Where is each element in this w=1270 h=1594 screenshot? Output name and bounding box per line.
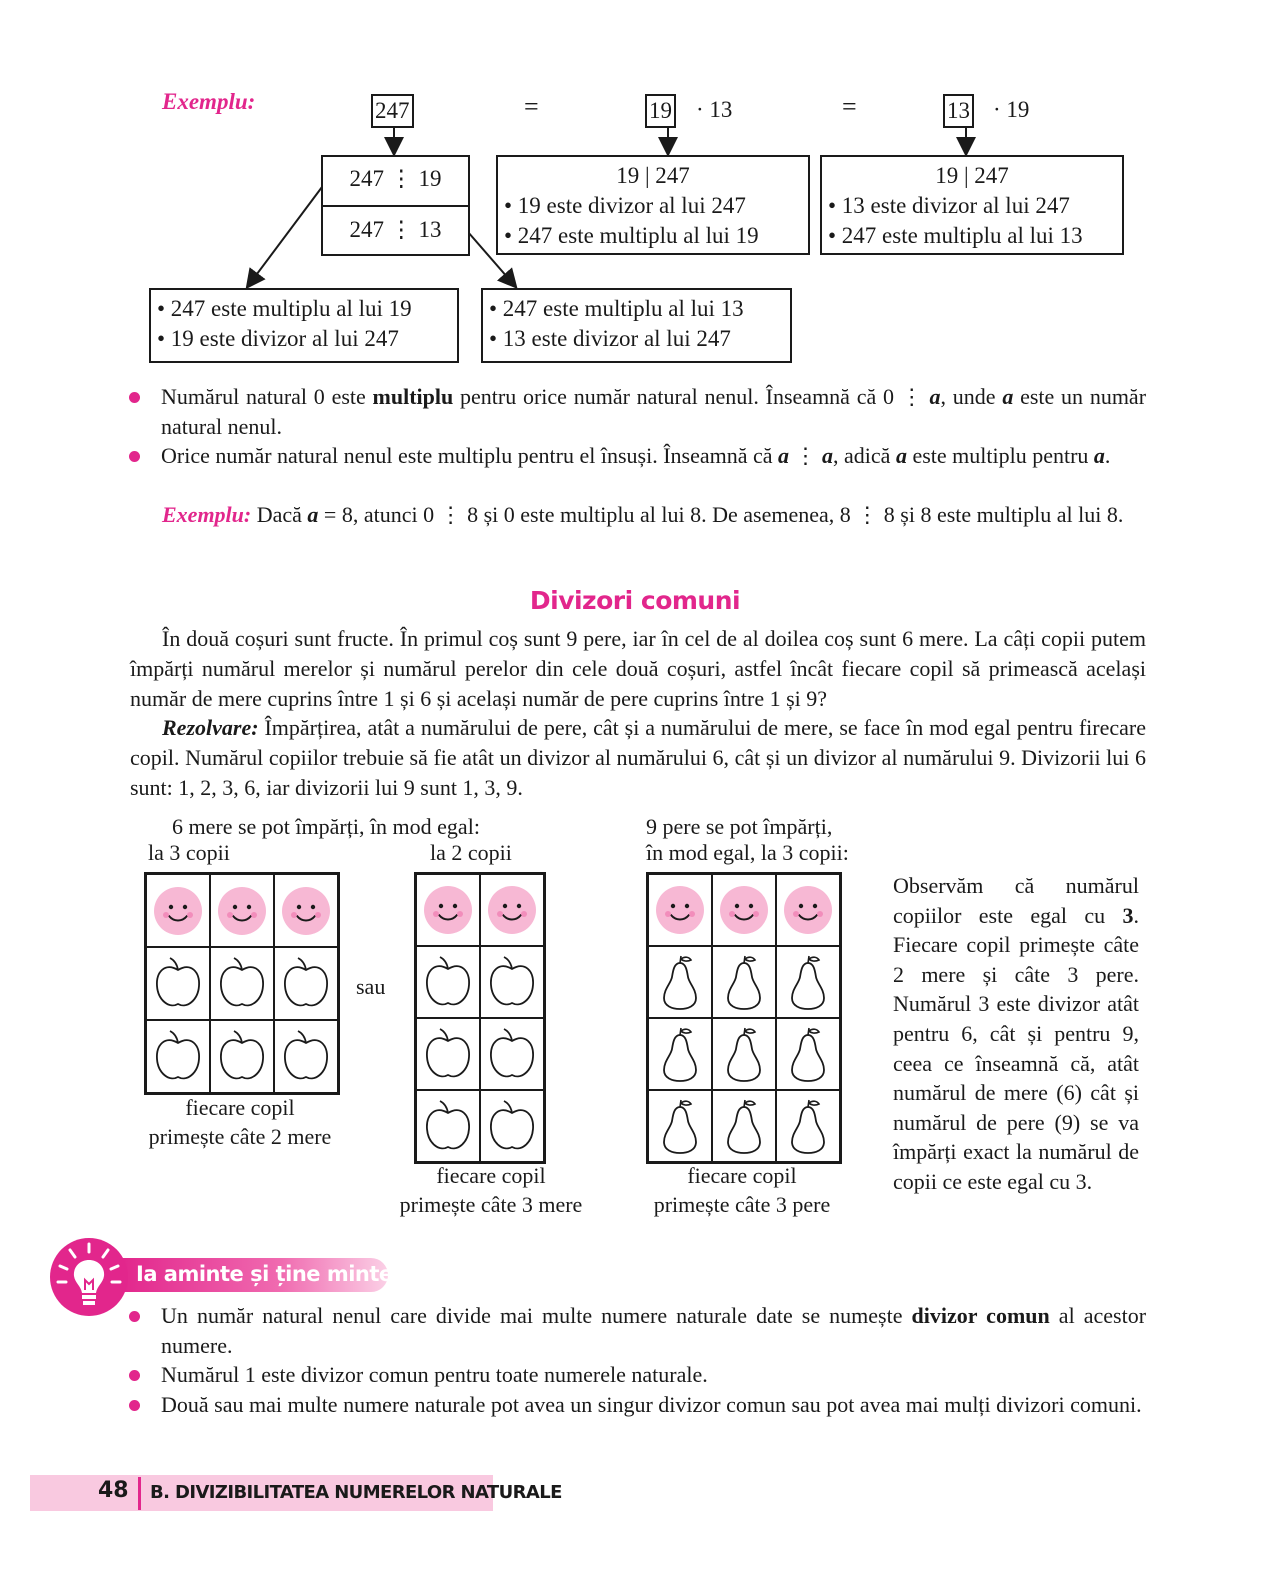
text: Împărțirea, atât a numărului de pere, cât și a numărului de mere, se face în mod egal pentru firecare copil. Numărul copiilor trebuie să fie atât un divizor al numărului 6, cât și un divizor al numărului 9. Divizorii lui 6 sunt: 1, 2, 3, 6, iar divizorii lui 9 sunt 1, 3, 9. [130, 715, 1146, 800]
box-mid-title: 19 | 247 [616, 163, 690, 188]
caption-3-pears-line1: fiecare copil [687, 1163, 797, 1188]
smiley-icon [656, 886, 704, 934]
apple-icon [423, 1027, 473, 1082]
var-a: a [822, 443, 834, 468]
box-bl-bullet-1: • 247 este multiplu al lui 19 [157, 296, 412, 321]
or-label: sau [356, 974, 386, 999]
text: , unde [940, 384, 1003, 409]
apples-grid-3-children [144, 872, 340, 1095]
text: Un număr natural nenul care divide mai multe numere naturale date se numește [161, 1303, 912, 1328]
apple-icon [153, 956, 203, 1011]
chapter-title: B. DIVIZIBILITATEA NUMERELOR NATURALE [150, 1482, 562, 1503]
pear-icon [724, 1025, 764, 1083]
apple-icon [153, 1029, 203, 1084]
section-title: Divizori comuni [529, 586, 741, 615]
var-a: a [929, 384, 941, 409]
box-mid-bullet-2: • 247 este multiplu al lui 19 [504, 223, 759, 248]
solution-paragraph [130, 713, 1146, 803]
apple-icon [487, 1099, 537, 1154]
apple-icon [217, 1029, 267, 1084]
result-box-bottom-middle [481, 288, 792, 363]
observation-text [893, 871, 1139, 1197]
apple-icon [423, 955, 473, 1010]
text: ⋮ [789, 443, 823, 468]
text: pentru orice număr natural nenul. Înseamnă că 0 ⋮ [453, 384, 930, 409]
smiley-icon [424, 886, 472, 934]
smiley-icon [154, 887, 202, 935]
caption-3-apples-line2: primește câte 3 mere [399, 1192, 583, 1217]
var-a: a [1002, 384, 1014, 409]
text: Orice număr natural nenul este multiplu pentru el însuși. Înseamnă că [161, 443, 779, 468]
division-247-19: 247 ⋮ 19 [323, 157, 468, 207]
pear-icon [788, 1097, 828, 1155]
problem-paragraph: În două coșuri sunt fructe. În primul coș sunt 9 pere, iar în cel de al doilea coș sunt 6 mere. La câți copii putem împărți numărul merelor și numărul perelor din cele două coșuri, astfel încât fiecare copil să primească același număr de mere cuprins între 1 și 6 și același număr de pere cuprins între 1 și 9? [130, 626, 1146, 711]
pear-icon [660, 953, 700, 1011]
text: . [1104, 443, 1111, 468]
pear-icon [788, 1025, 828, 1083]
var-a: a [1093, 443, 1105, 468]
pear-icon [724, 1097, 764, 1155]
example-label: Exemplu: [162, 502, 252, 527]
arrow-icon [248, 187, 322, 286]
text: al acestor numere. [161, 1303, 1147, 1358]
caption-3-pears-line2: primește câte 3 pere [653, 1192, 831, 1217]
text: este multiplu pentru [906, 443, 1094, 468]
text: Numărul natural 0 este [161, 384, 373, 409]
box-bm-bullet-2: • 13 este divizor al lui 247 [489, 326, 731, 351]
text: este un număr natural nenul. [161, 384, 1147, 439]
box-mid-bullet-1: • 19 este divizor al lui 247 [504, 193, 746, 218]
equals-sign-2: = [842, 92, 857, 121]
bold-term: multiplu [372, 384, 454, 409]
var-a: a [895, 443, 907, 468]
footer-separator [138, 1477, 141, 1510]
pears-heading-1: 9 pere se pot împărți, [646, 814, 833, 839]
bullet-dot [129, 392, 140, 403]
division-247-13: 247 ⋮ 13 [349, 217, 442, 242]
apple-icon [487, 1027, 537, 1082]
apples-heading: 6 mere se pot împărți, în mod egal: [172, 814, 480, 839]
box-bm-bullet-1: • 247 este multiplu al lui 13 [489, 296, 744, 321]
box-right-bullet-2: • 247 este multiplu al lui 13 [828, 223, 1083, 248]
lightbulb-badge [50, 1238, 128, 1316]
var-a: a [778, 443, 790, 468]
apple-icon [281, 1029, 331, 1084]
result-box-bottom-left [149, 288, 459, 363]
page-number: 48 [98, 1478, 129, 1503]
box-right-title: 19 | 247 [935, 163, 1009, 188]
number-13-box: 13 [943, 94, 974, 128]
example-paragraph [130, 500, 1146, 530]
text: = 8, atunci 0 ⋮ 8 și 0 este multiplu al lui 8. De asemenea, 8 ⋮ 8 și 8 este multiplu al lui 8. [318, 502, 1124, 527]
remember-bullet-2: Numărul 1 este divizor comun pentru toate numerele naturale. [161, 1362, 708, 1387]
apple-icon [281, 956, 331, 1011]
divisor-box-middle [496, 155, 810, 255]
label-2-children: la 2 copii [430, 840, 512, 865]
remember-bullet-1 [161, 1301, 1146, 1361]
number-19-box: 19 [645, 94, 676, 128]
times-19-text: · 19 [993, 97, 1030, 122]
solution-label: Rezolvare: [162, 715, 259, 740]
bullet-dot [129, 1370, 140, 1381]
smiley-icon [488, 886, 536, 934]
lightbulb-icon [50, 1238, 128, 1316]
bold-number: 3 [1122, 902, 1134, 928]
text: , adică [833, 443, 896, 468]
bold-term: divizor comun [911, 1303, 1050, 1328]
text: Observăm că numărul copiilor este egal cu [893, 873, 1139, 928]
caption-3-apples-line1: fiecare copil [436, 1163, 546, 1188]
bullet-dot [129, 1311, 140, 1322]
number-247-box: 247 [371, 94, 414, 128]
remember-bullet-3: Două sau mai multe numere naturale pot avea un singur divizor comun sau pot avea mai mulți divizori comuni. [161, 1392, 1142, 1417]
smiley-icon [720, 886, 768, 934]
apple-icon [217, 956, 267, 1011]
smiley-icon [218, 887, 266, 935]
smiley-icon [282, 887, 330, 935]
apple-icon [487, 955, 537, 1010]
equals-sign-1: = [524, 92, 539, 121]
bullet-dot [129, 1400, 140, 1411]
pear-icon [788, 953, 828, 1011]
text: Dacă [251, 502, 308, 527]
divisor-box-right [820, 155, 1124, 255]
var-a: a [307, 502, 319, 527]
apple-icon [423, 1099, 473, 1154]
bullet-self-multiple [161, 441, 1146, 471]
pears-grid-3-children [646, 872, 842, 1164]
smiley-icon [784, 886, 832, 934]
box-bl-bullet-2: • 19 este divizor al lui 247 [157, 326, 399, 351]
pears-heading-2: în mod egal, la 3 copii: [646, 840, 849, 865]
apples-grid-2-children [414, 872, 546, 1164]
times-13-text: · 13 [696, 97, 733, 122]
label-3-children: la 3 copii [148, 840, 230, 865]
pear-icon [660, 1097, 700, 1155]
bullet-zero-multiple [161, 382, 1146, 442]
pear-icon [660, 1025, 700, 1083]
box-right-bullet-1: • 13 este divizor al lui 247 [828, 193, 1070, 218]
example-label: Exemplu: [162, 89, 256, 114]
text: . Fiecare copil primește câte 2 mere și câte 3 pere. Numărul 3 este divizor atât pentru 6, cât și pentru 9, ceea ce înseamnă că, atât numărul de mere (6) cât și numărul de pere (9) se va împărți exact la numărul de copii ce este egal cu 3. [893, 902, 1139, 1194]
caption-line: fiecare copil [185, 1095, 295, 1120]
remember-title: Ia aminte și ține minte! [136, 1262, 402, 1286]
caption-2-apples-line2: primește câte 2 mere [148, 1124, 332, 1149]
caption-2-apples [144, 1093, 336, 1122]
division-box-left [321, 155, 470, 256]
pear-icon [724, 953, 764, 1011]
bullet-dot [129, 451, 140, 462]
